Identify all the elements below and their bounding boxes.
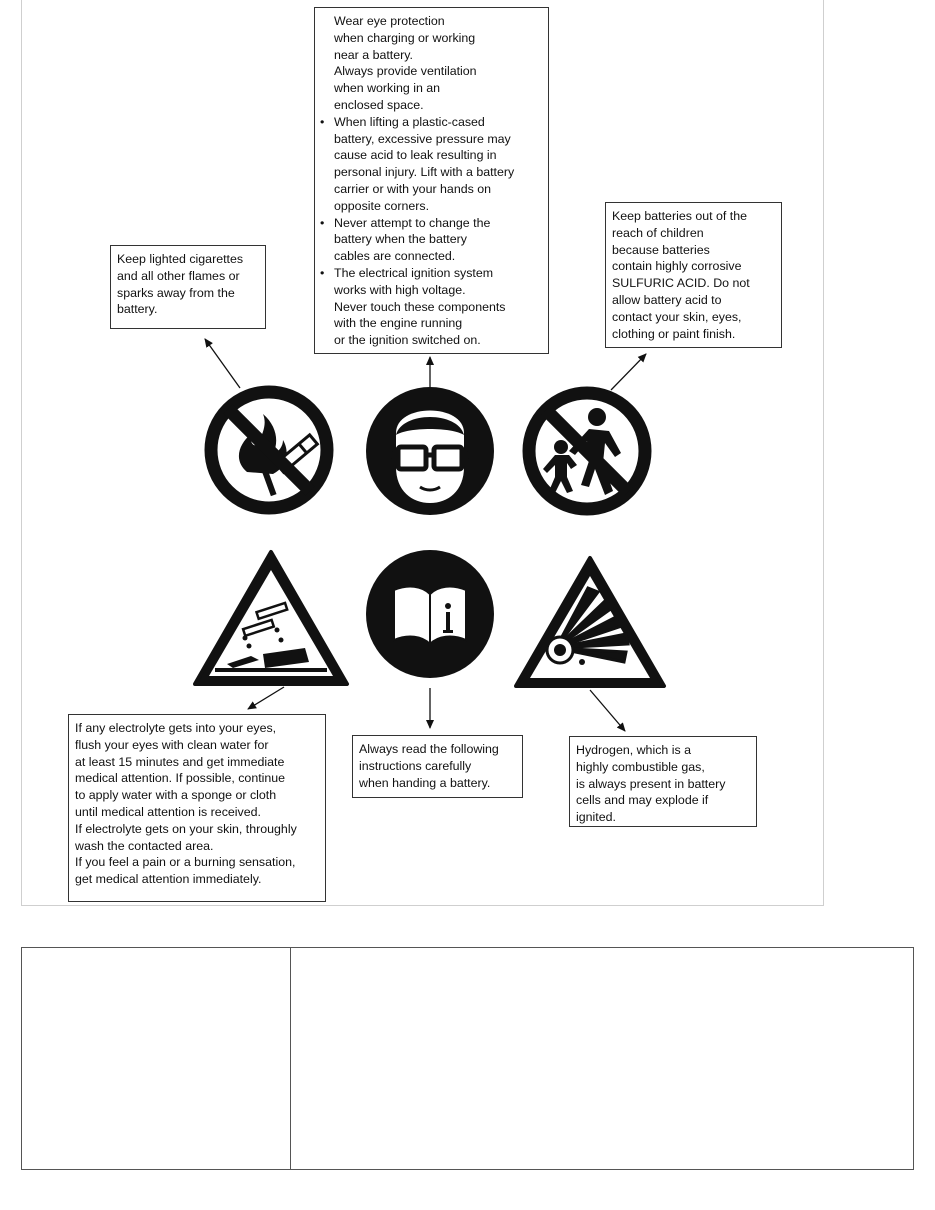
note-line: battery when the battery	[334, 232, 467, 247]
bullet-item	[320, 215, 542, 232]
note-line: Always read the following	[359, 742, 499, 756]
note-hydrogen	[569, 736, 757, 827]
keep-away-children-icon	[529, 393, 645, 509]
note-eye-protection	[314, 7, 549, 354]
note-line: battery, excessive pressure may	[334, 131, 511, 146]
note-line: is always present in battery	[576, 776, 726, 791]
empty-table	[21, 947, 914, 1170]
note-instructions	[352, 735, 523, 798]
eye-protection-icon	[366, 387, 494, 515]
note-line: cells and may explode if	[576, 793, 709, 808]
note-line: because batteries	[612, 242, 710, 257]
note-line: and all other flames or	[117, 268, 240, 283]
note-line: with the engine running	[334, 316, 463, 331]
note-line: reach of children	[612, 225, 704, 240]
note-line: When lifting a plastic-cased	[334, 114, 485, 129]
note-line: battery.	[117, 302, 158, 317]
note-line: Hydrogen, which is a	[576, 743, 692, 757]
note-line: near a battery.	[334, 47, 413, 62]
note-line: when handing a battery.	[359, 775, 491, 790]
note-line: If you feel a pain or a burning sensation,	[75, 855, 296, 870]
note-line: or the ignition switched on.	[334, 333, 481, 348]
bullet-glyph: •	[320, 215, 325, 230]
note-line: contact your skin, eyes,	[612, 309, 742, 324]
note-line: contain highly corrosive	[612, 259, 742, 274]
arrow-to-hydrogen-note	[590, 690, 625, 731]
note-line: instructions carefully	[359, 758, 472, 773]
note-line: If any electrolyte gets into your eyes,	[75, 721, 277, 735]
note-line: to apply water with a sponge or cloth	[75, 788, 277, 803]
note-children	[605, 202, 782, 348]
arrow-to-electrolyte-note	[248, 687, 284, 709]
bullet-item	[320, 114, 542, 131]
note-line: flush your eyes with clean water for	[75, 737, 269, 752]
note-line: when charging or working	[334, 30, 476, 45]
bullet-glyph: •	[320, 114, 325, 129]
note-line: clothing or paint finish.	[612, 326, 736, 341]
note-line: highly combustible gas,	[576, 759, 705, 774]
note-line: Keep lighted cigarettes	[117, 252, 244, 266]
table-cell-right	[291, 948, 913, 1169]
no-open-flames-icon	[211, 392, 327, 508]
note-electrolyte	[68, 714, 326, 902]
note-line: If electrolyte gets on your skin, throughly	[75, 821, 297, 836]
note-line: sparks away from the	[117, 285, 235, 300]
note-line: ignited.	[576, 810, 616, 825]
note-line: Never touch these components	[334, 299, 506, 314]
note-line: wash the contacted area.	[75, 838, 214, 853]
note-line: cables are connected.	[334, 249, 456, 264]
note-line: Always provide ventilation	[334, 64, 477, 79]
arrow-to-children-note	[611, 354, 646, 390]
note-line: get medical attention immediately.	[75, 872, 262, 887]
note-line: at least 15 minutes and get immediate	[75, 754, 285, 769]
note-line: SULFURIC ACID. Do not	[612, 276, 750, 291]
bullet-glyph: •	[320, 265, 325, 280]
read-manual-icon	[366, 550, 494, 678]
note-line: when working in an	[334, 81, 441, 96]
note-line: Wear eye protection	[334, 14, 445, 28]
bullet-item	[320, 265, 542, 282]
explosive-warning-icon	[516, 558, 664, 686]
note-line: Never attempt to change the	[334, 215, 491, 230]
note-line: allow battery acid to	[612, 292, 722, 307]
arrow-to-flames-note	[205, 339, 240, 388]
note-line: enclosed space.	[334, 97, 424, 112]
note-line: Keep batteries out of the	[612, 209, 748, 223]
corrosive-warning-icon	[195, 552, 347, 684]
note-line: The electrical ignition system	[334, 265, 494, 280]
note-line: carrier or with your hands on	[334, 181, 492, 196]
note-line: works with high voltage.	[334, 282, 466, 297]
note-line: personal injury. Lift with a battery	[334, 165, 515, 180]
note-line: cause acid to leak resulting in	[334, 148, 497, 163]
note-line: opposite corners.	[334, 198, 430, 213]
note-flames	[110, 245, 266, 329]
note-line: until medical attention is received.	[75, 804, 261, 819]
table-cell-left	[22, 948, 291, 1169]
note-line: medical attention. If possible, continue	[75, 771, 286, 786]
